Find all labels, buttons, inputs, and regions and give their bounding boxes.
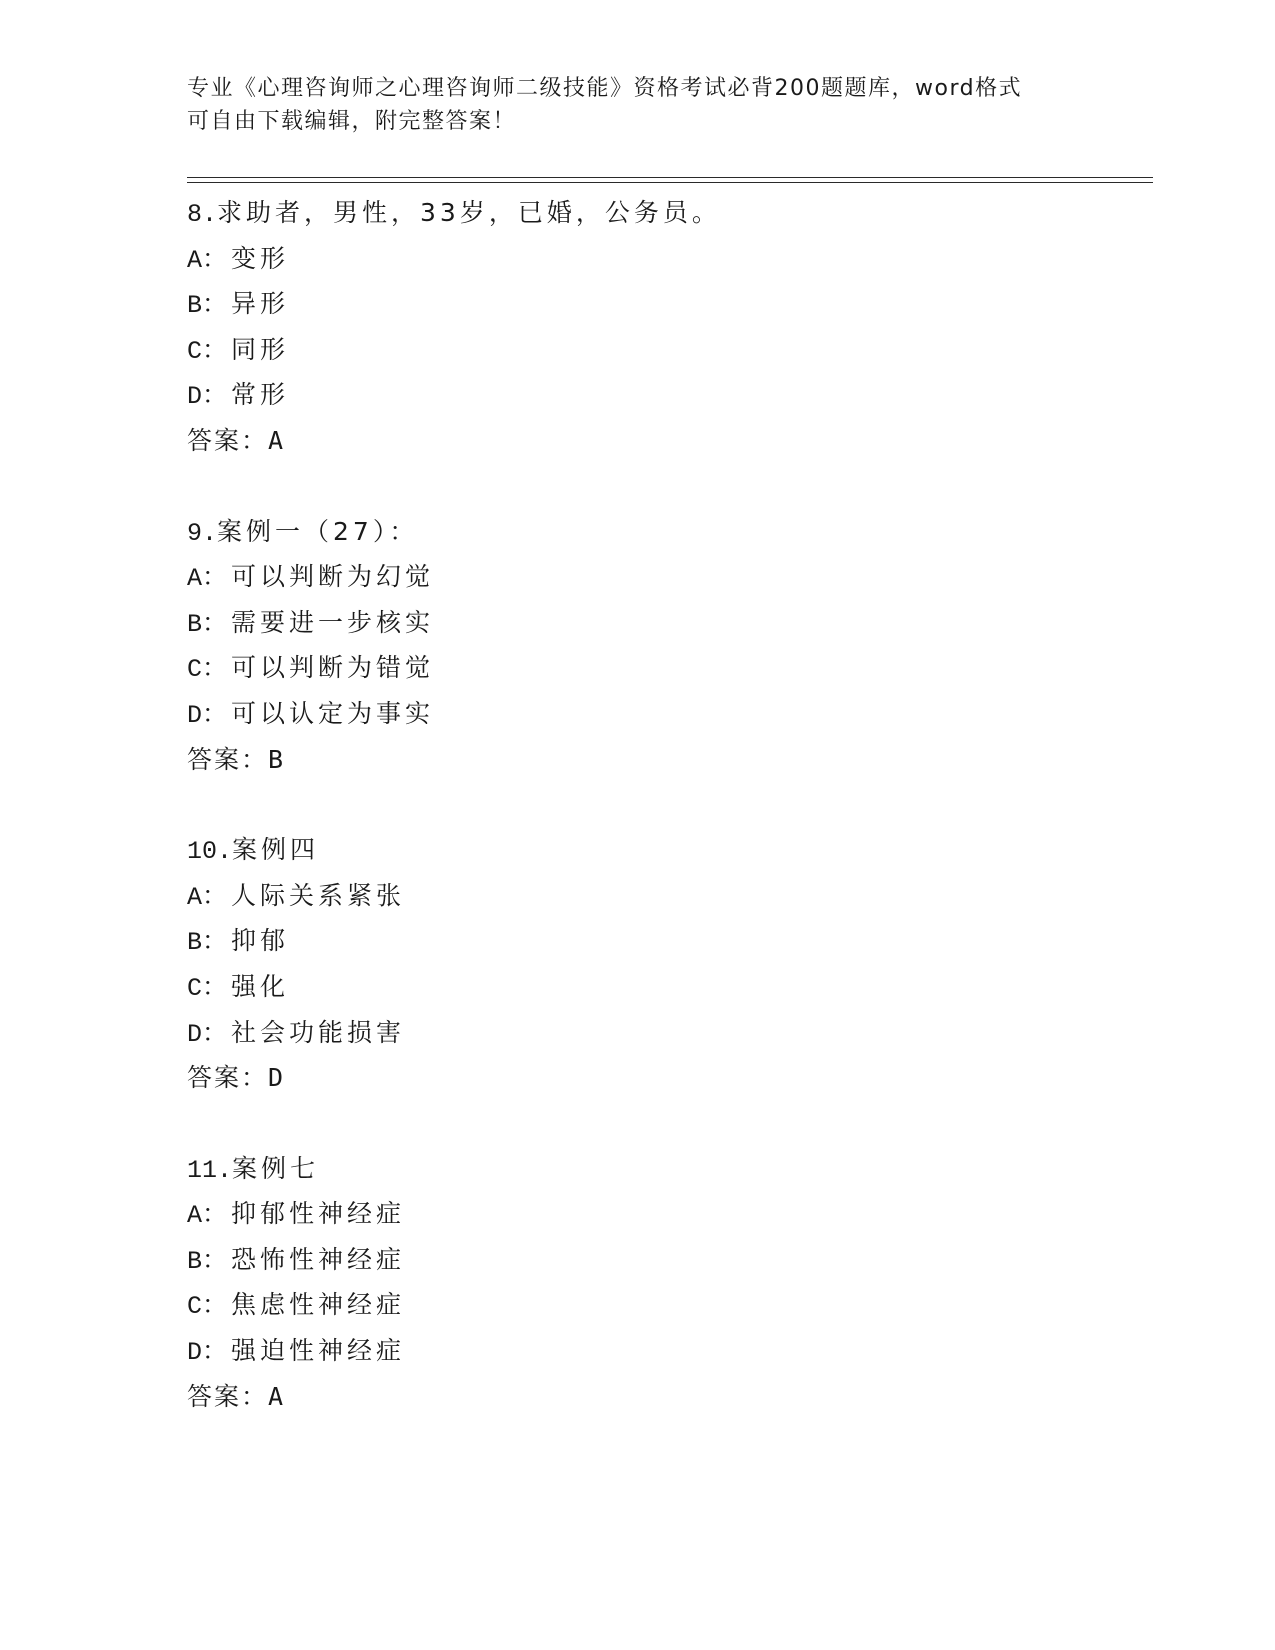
answer-label: 答案：: [187, 425, 269, 455]
answer-label: 答案：: [187, 1063, 269, 1093]
header-divider-bottom: [187, 182, 1153, 183]
option-b: [187, 918, 1087, 964]
option-key: C：: [187, 336, 228, 366]
option-text: 异形: [231, 289, 290, 319]
question-item: [187, 509, 1087, 783]
option-text: 可以判断为错觉: [231, 653, 435, 683]
option-text: 同形: [231, 334, 290, 364]
option-c: [187, 327, 1087, 373]
option-text: 常形: [231, 380, 290, 410]
option-b: [187, 281, 1087, 327]
question-number: 11.: [187, 1155, 233, 1185]
option-text: 人际关系紧张: [231, 880, 406, 910]
question-stem: [187, 509, 1087, 555]
question-item: [187, 827, 1087, 1101]
answer-line: [187, 1055, 1087, 1101]
question-item: [187, 190, 1087, 464]
document-header: [187, 72, 1067, 138]
answer-value: D: [268, 1063, 284, 1093]
option-key: B：: [187, 928, 228, 958]
option-d: [187, 1010, 1087, 1056]
option-a: [187, 1191, 1087, 1237]
option-key: D：: [187, 382, 228, 412]
question-text: 案例四: [232, 835, 320, 865]
answer-line: [187, 418, 1087, 464]
question-stem: [187, 827, 1087, 873]
option-key: C：: [187, 655, 228, 685]
option-text: 恐怖性神经症: [231, 1244, 406, 1274]
option-d: [187, 372, 1087, 418]
option-key: A：: [187, 245, 228, 275]
question-item: [187, 1146, 1087, 1420]
answer-value: A: [268, 1381, 284, 1411]
option-key: D：: [187, 700, 228, 730]
option-text: 需要进一步核实: [231, 607, 435, 637]
option-c: [187, 1282, 1087, 1328]
option-a: [187, 873, 1087, 919]
answer-value: A: [268, 425, 284, 455]
question-number: 9.: [187, 518, 218, 548]
option-key: A：: [187, 564, 228, 594]
option-text: 抑郁: [231, 926, 290, 956]
question-text: 求助者，男性，33岁，已婚，公务员。: [217, 198, 721, 227]
question-text: 案例七: [232, 1153, 320, 1183]
option-a: [187, 554, 1087, 600]
question-text: 案例一（27）：: [217, 516, 419, 546]
option-d: [187, 1328, 1087, 1374]
option-c: [187, 964, 1087, 1010]
option-text: 可以判断为幻觉: [231, 562, 435, 592]
option-d: [187, 691, 1087, 737]
answer-line: [187, 737, 1087, 783]
option-b: [187, 1237, 1087, 1283]
option-text: 强化: [231, 971, 290, 1001]
option-key: B：: [187, 609, 228, 639]
option-b: [187, 600, 1087, 646]
option-text: 焦虑性神经症: [231, 1290, 406, 1320]
answer-value: B: [268, 744, 284, 774]
option-key: A：: [187, 882, 228, 912]
option-c: [187, 645, 1087, 691]
question-number: 10.: [187, 837, 233, 867]
option-text: 强迫性神经症: [231, 1336, 406, 1366]
option-text: 社会功能损害: [231, 1017, 406, 1047]
option-text: 可以认定为事实: [231, 698, 435, 728]
header-divider-top: [187, 177, 1153, 178]
header-line-2: 可自由下载编辑，附完整答案！: [187, 109, 517, 134]
option-key: C：: [187, 973, 228, 1003]
option-a: [187, 236, 1087, 282]
option-key: C：: [187, 1292, 228, 1322]
option-key: B：: [187, 291, 228, 321]
answer-line: [187, 1374, 1087, 1420]
option-key: A：: [187, 1201, 228, 1231]
option-key: B：: [187, 1246, 228, 1276]
question-stem: [187, 1146, 1087, 1192]
question-stem: [187, 190, 1087, 236]
header-line-1: 专业《心理咨询师之心理咨询师二级技能》资格考试必背200题题库，word格式: [187, 76, 1023, 101]
option-text: 抑郁性神经症: [231, 1199, 406, 1229]
answer-label: 答案：: [187, 1381, 269, 1411]
question-list: [187, 190, 1087, 1464]
question-number: 8.: [187, 200, 218, 229]
answer-label: 答案：: [187, 744, 269, 774]
option-key: D：: [187, 1019, 228, 1049]
option-key: D：: [187, 1338, 228, 1368]
option-text: 变形: [231, 243, 290, 273]
